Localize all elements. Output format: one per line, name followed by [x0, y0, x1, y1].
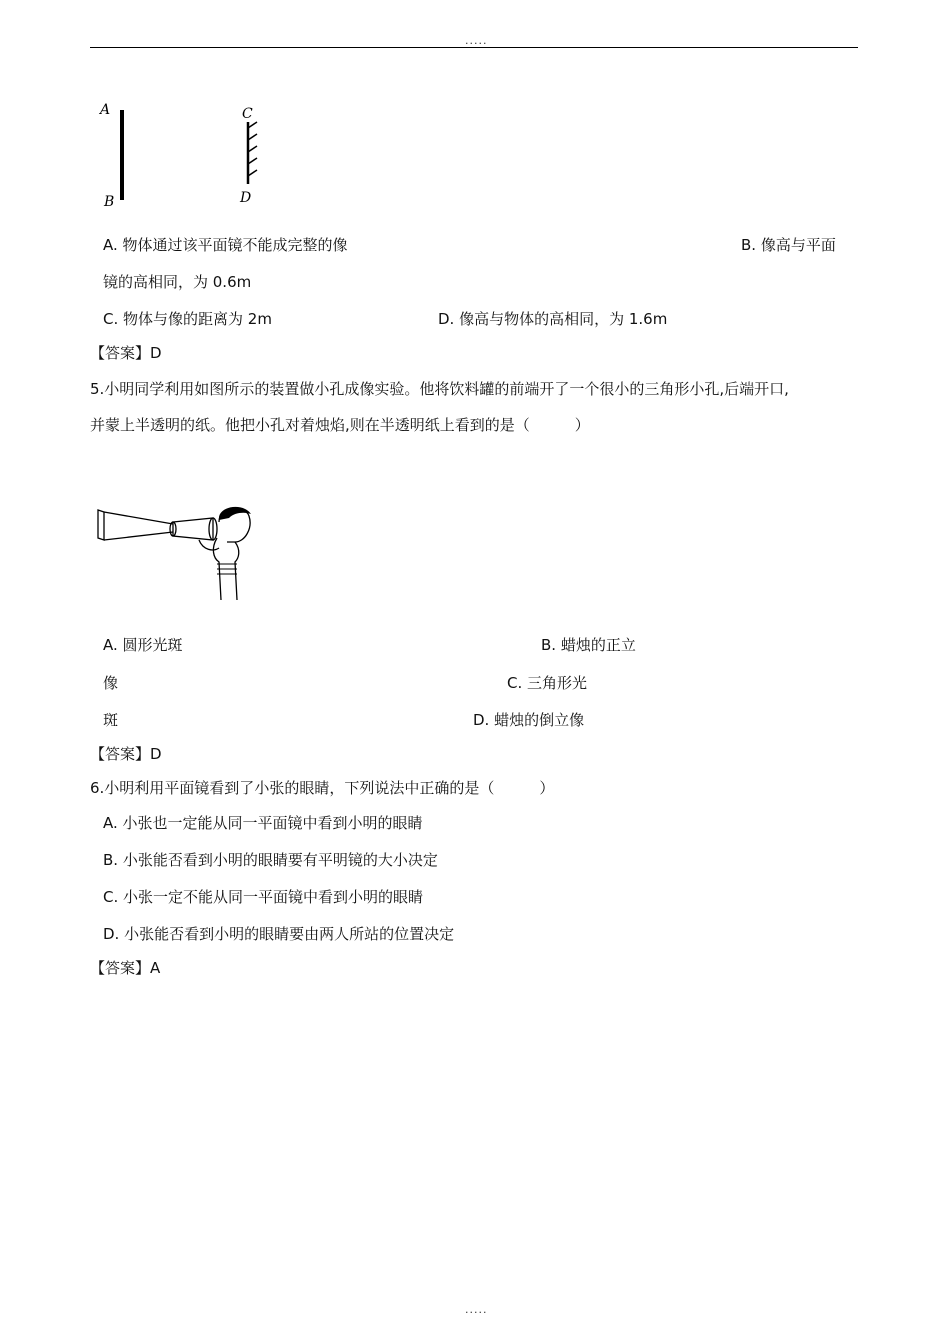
candle-screen-shape [98, 510, 104, 540]
q4-option-b-line2: 镜的高相同，为 0.6m [103, 273, 252, 291]
label-d: D [240, 190, 252, 206]
mirror-hatching [248, 122, 257, 176]
q6-option-c: C. 小张一定不能从同一平面镜中看到小明的眼睛 [103, 888, 424, 906]
q5-option-d: D. 蜡烛的倒立像 [473, 711, 585, 729]
label-a: A [100, 102, 111, 118]
q5-option-c-line1: C. 三角形光 [507, 674, 588, 692]
q5-option-b-line1: B. 蜡烛的正立 [541, 636, 636, 654]
can-body [173, 518, 213, 540]
header-rule [90, 47, 858, 48]
label-b: B [104, 194, 115, 210]
light-ray-top [104, 512, 173, 524]
q5-stem-line2: 并蒙上半透明的纸。他把小孔对着烛焰,则在半透明纸上看到的是（ ） [90, 416, 590, 434]
q4-option-d: D. 像高与物体的高相同，为 1.6m [438, 310, 668, 328]
q4-option-c: C. 物体与像的距离为 2m [103, 310, 272, 328]
q4-option-a: A. 物体通过该平面镜不能成完整的像 [103, 236, 348, 254]
header-dots: ..... [465, 34, 488, 47]
pinhole-camera-figure [95, 502, 260, 604]
q6-answer: 【答案】A [90, 959, 161, 977]
mirror-figure [96, 98, 266, 213]
q5-option-c-line2: 斑 [103, 711, 119, 729]
q5-stem-line1: 5.小明同学利用如图所示的装置做小孔成像实验。他将饮料罐的前端开了一个很小的三角形小孔,后端开口, [90, 380, 789, 398]
q4-answer: 【答案】D [90, 344, 162, 362]
q6-option-d: D. 小张能否看到小明的眼睛要由两人所站的位置决定 [103, 925, 455, 943]
q6-option-a: A. 小张也一定能从同一平面镜中看到小明的眼睛 [103, 814, 423, 832]
q6-stem: 6.小明利用平面镜看到了小张的眼睛，下列说法中正确的是（ ） [90, 779, 555, 797]
light-ray-bottom [104, 532, 173, 540]
hair-shape [219, 507, 251, 520]
arm-outline [199, 540, 219, 550]
q5-answer: 【答案】D [90, 745, 162, 763]
q5-option-b-line2: 像 [103, 674, 119, 692]
q5-option-a: A. 圆形光斑 [103, 636, 183, 654]
q4-option-b-line1: B. 像高与平面 [741, 236, 836, 254]
label-c: C [242, 106, 253, 122]
q6-option-b: B. 小张能否看到小明的眼睛要有平明镜的大小决定 [103, 851, 438, 869]
footer-dots: ..... [465, 1303, 488, 1316]
